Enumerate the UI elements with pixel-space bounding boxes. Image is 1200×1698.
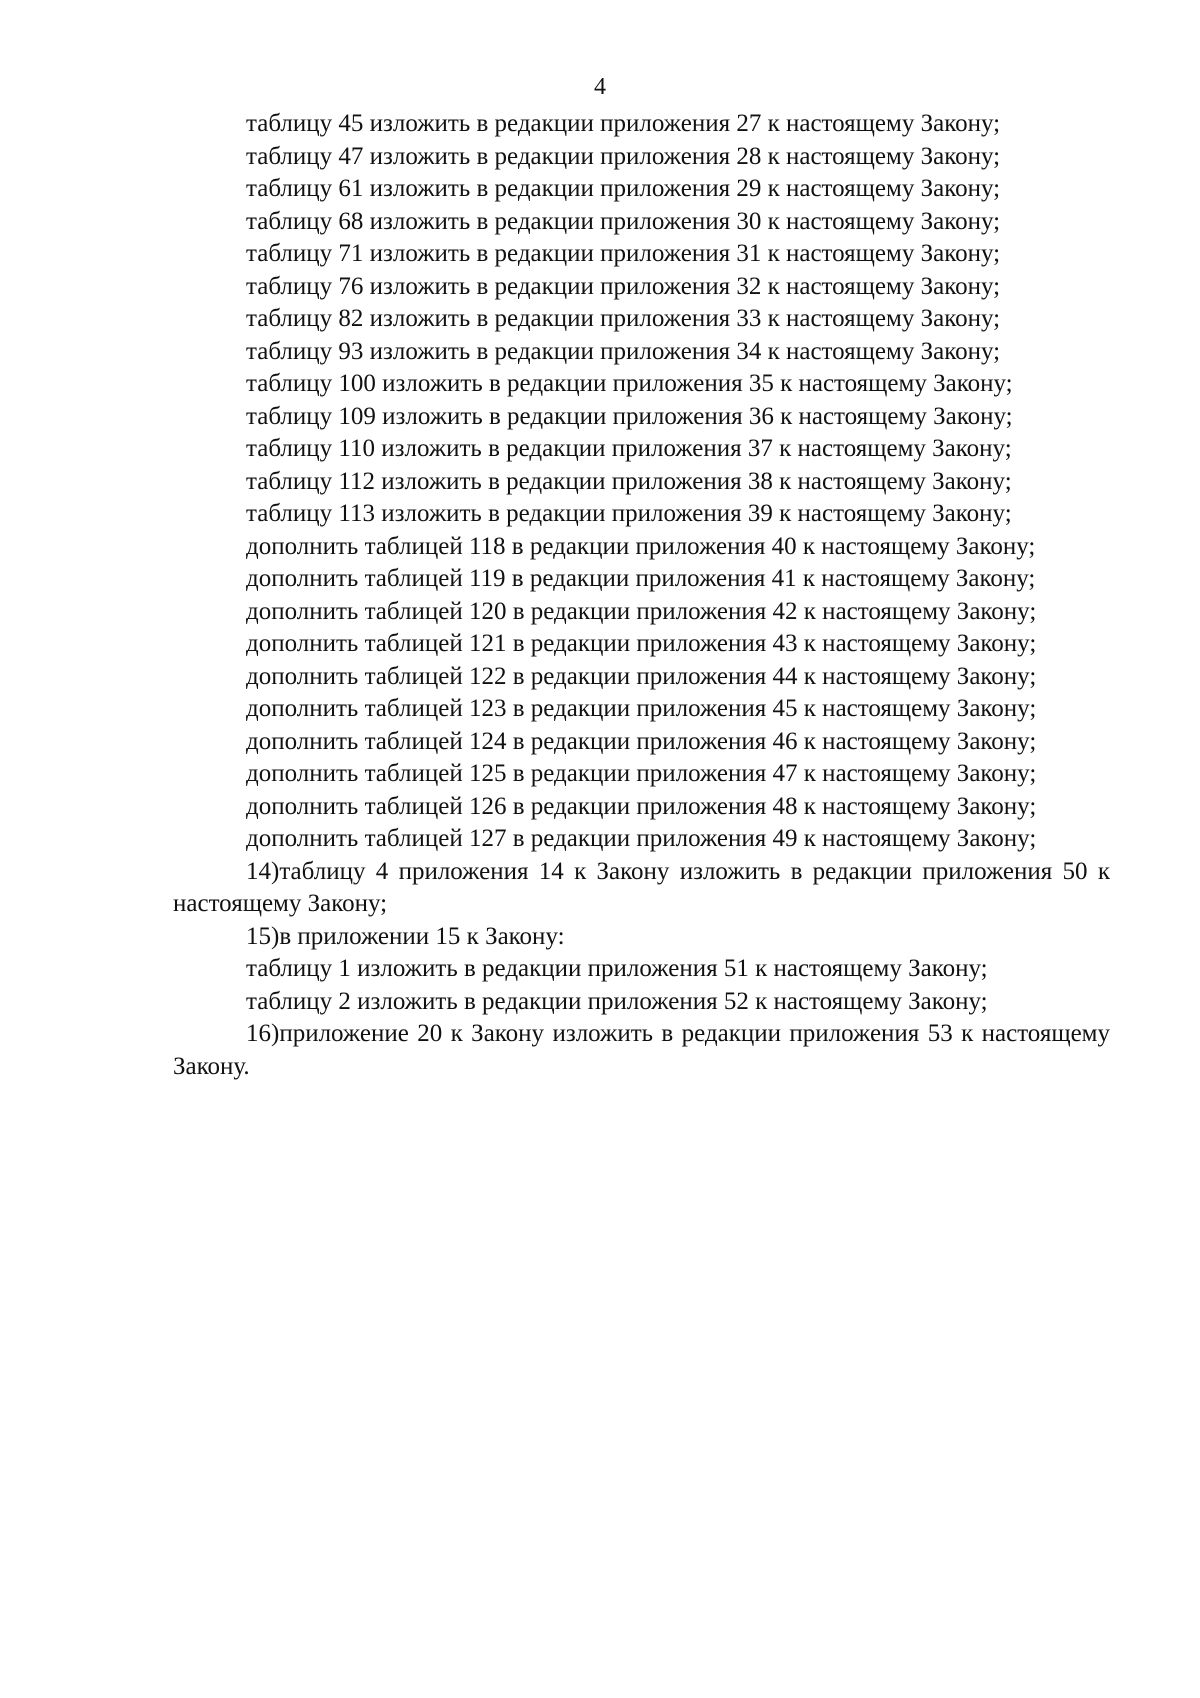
paragraph-13: таблицу 113 изложить в редакции приложения 39 к настоящему Закону; — [246, 500, 1012, 527]
document-body — [173, 108, 1110, 1083]
paragraph-2: таблицу 47 изложить в редакции приложения 28 к настоящему Закону; — [246, 142, 1001, 170]
paragraph-16: дополнить таблицей 120 в редакции приложения 42 к настоящему Закону; — [246, 597, 1037, 625]
paragraph-6: таблицу 76 изложить в редакции приложения 32 к настоящему Закону; — [246, 272, 1001, 300]
paragraph-4: таблицу 68 изложить в редакции приложения 30 к настоящему Закону; — [246, 207, 1001, 235]
paragraph-1: таблицу 45 изложить в редакции приложения 27 к настоящему Закону; — [246, 110, 1001, 137]
paragraph-18: дополнить таблицей 122 в редакции приложения 44 к настоящему Закону; — [246, 662, 1037, 690]
paragraph-23: дополнить таблицей 127 в редакции приложения 49 к настоящему Закону; — [246, 825, 1037, 852]
paragraph-12: таблицу 112 изложить в редакции приложения 38 к настоящему Закону; — [246, 467, 1012, 495]
paragraph-26: таблицу 1 изложить в редакции приложения 51 к настоящему Закону; — [246, 955, 988, 982]
paragraph-20: дополнить таблицей 124 в редакции приложения 46 к настоящему Закону; — [246, 727, 1037, 755]
paragraph-14: дополнить таблицей 118 в редакции приложения 40 к настоящему Закону; — [246, 532, 1036, 560]
paragraph-22: дополнить таблицей 126 в редакции приложения 48 к настоящему Закону; — [246, 792, 1037, 820]
paragraph-24: 14)таблицу 4 приложения 14 к Закону изложить в редакции приложения 50 к настоящему Закону; — [173, 857, 1110, 917]
paragraph-5: таблицу 71 изложить в редакции приложения 31 к настоящему Закону; — [246, 240, 1001, 267]
paragraph-25: 15)в приложении 15 к Закону: — [246, 922, 565, 950]
paragraph-7: таблицу 82 изложить в редакции приложения 33 к настоящему Закону; — [246, 305, 1001, 332]
paragraph-17: дополнить таблицей 121 в редакции приложения 43 к настоящему Закону; — [246, 630, 1037, 657]
paragraph-11: таблицу 110 изложить в редакции приложения 37 к настоящему Закону; — [246, 435, 1012, 462]
paragraph-19: дополнить таблицей 123 в редакции приложения 45 к настоящему Закону; — [246, 695, 1037, 722]
paragraph-28: 16)приложение 20 к Закону изложить в редакции приложения 53 к настоящему Закону. — [173, 1020, 1110, 1080]
paragraph-3: таблицу 61 изложить в редакции приложения 29 к настоящему Закону; — [246, 175, 1001, 202]
paragraph-15: дополнить таблицей 119 в редакции приложения 41 к настоящему Закону; — [246, 565, 1036, 592]
paragraph-27: таблицу 2 изложить в редакции приложения 52 к настоящему Закону; — [246, 987, 988, 1015]
paragraph-9: таблицу 100 изложить в редакции приложения 35 к настоящему Закону; — [246, 370, 1013, 397]
paragraph-8: таблицу 93 изложить в редакции приложения 34 к настоящему Закону; — [246, 337, 1001, 365]
page-number: 4 — [594, 74, 606, 100]
paragraph-21: дополнить таблицей 125 в редакции приложения 47 к настоящему Закону; — [246, 760, 1037, 787]
paragraph-10: таблицу 109 изложить в редакции приложения 36 к настоящему Закону; — [246, 402, 1013, 430]
